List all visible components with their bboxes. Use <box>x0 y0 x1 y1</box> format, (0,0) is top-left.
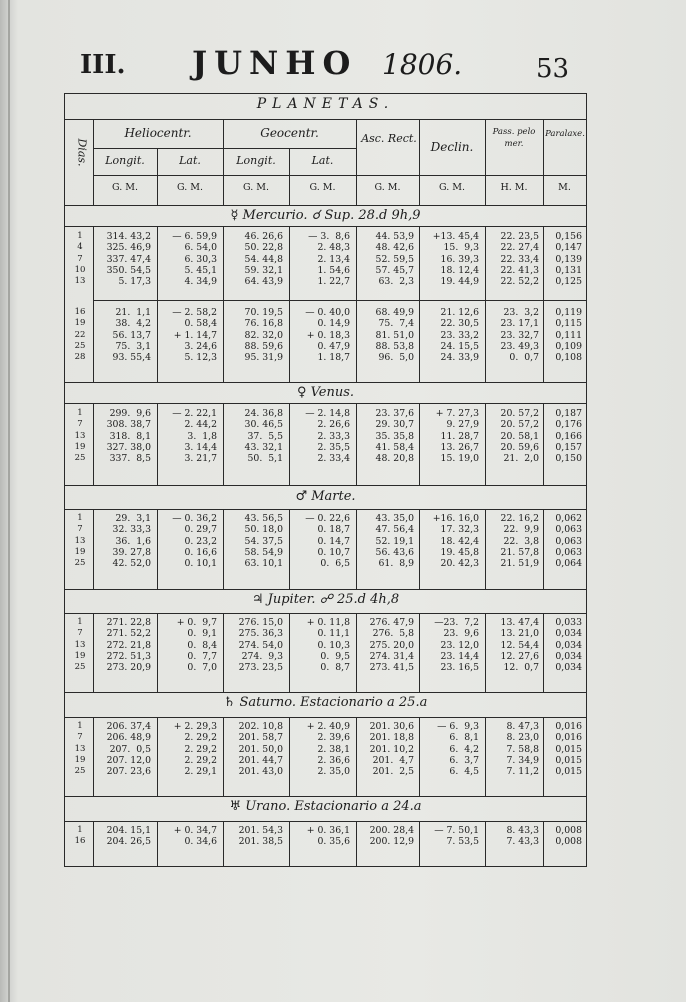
cell-par: 0,062 0,063 0,063 0,063 0,064 <box>555 513 582 570</box>
cell-asc: 276. 47,9 276. 5,8 275. 20,0 274. 31,4 273. 41,5 <box>369 617 414 674</box>
year: 1806. <box>382 48 463 81</box>
cell-hlat: + 0. 9,7 0. 9,1 0. 8,4 0. 7,7 0. 7,0 <box>176 617 217 674</box>
group-helio: Heliocentr. <box>124 126 192 140</box>
cell-hlon: 271. 22,8 271. 52,2 272. 21,8 272. 51,3 273. 20,9 <box>106 617 151 674</box>
cell-par: 0,016 0,016 0,015 0,015 0,015 <box>555 721 582 778</box>
cell-dec: —23. 7,2 23. 9,6 23. 12,0 23. 14,4 23. 16,5 <box>434 617 479 674</box>
cell-glon: 24. 36,8 30. 46,5 37. 5,5 43. 32,1 50. 5,1 <box>244 408 283 465</box>
cell-pass: 22. 23,5 22. 27,4 22. 33,4 22. 41,3 22. 52,2 <box>500 231 539 288</box>
cell-glon: 70. 19,5 76. 16,8 82. 32,0 88. 59,6 95. 31,9 <box>244 307 283 364</box>
cell-glat: — 3. 8,6 2. 48,3 2. 13,4 1. 54,6 1. 22,7 <box>308 231 350 288</box>
cell-days: 1 16 <box>74 825 86 847</box>
unit-6: G. M. <box>438 182 466 193</box>
unit-7: H. M. <box>500 182 528 193</box>
cell-days: 1 7 13 19 25 <box>74 721 86 777</box>
cell-pass: 8. 47,3 8. 23,0 7. 58,8 7. 34,9 7. 11,2 <box>506 721 539 778</box>
cell-asc: 44. 53,9 48. 42,6 52. 59,5 57. 45,7 63. 2,3 <box>375 231 414 288</box>
cell-glon: 202. 10,8 201. 58,7 201. 50,0 201. 44,7 201. 43,0 <box>238 721 283 778</box>
unit-1: G. M. <box>111 182 139 193</box>
cell-dec: + 7. 27,3 9. 27,9 11. 28,7 13. 26,7 15. 19,0 <box>435 408 479 465</box>
band-marte: ♂ Marte. <box>295 489 356 504</box>
month-title: JUNHO <box>192 44 358 82</box>
band-urano: ♅ Urano. Estacionario a 24.a <box>229 799 422 814</box>
cell-pass: 22. 16,2 22. 9,9 22. 3,8 21. 57,8 21. 51,9 <box>500 513 539 570</box>
cell-pass: 20. 57,2 20. 57,2 20. 58,1 20. 59,6 21. 2,0 <box>500 408 539 465</box>
cell-hlat: — 2. 58,2 0. 58,4 + 1. 14,7 3. 24,6 5. 12,3 <box>172 307 217 364</box>
cell-hlat: — 0. 36,2 0. 29,7 0. 23,2 0. 16,6 0. 10,1 <box>172 513 217 570</box>
col-asc-rect: Asc. Rect. <box>361 132 417 145</box>
cell-dec: — 7. 50,1 7. 53,5 <box>434 825 479 848</box>
cell-hlon: 204. 15,1 204. 26,5 <box>106 825 151 848</box>
group-geo: Geocentr. <box>260 126 319 140</box>
cell-par: 0,187 0,176 0,166 0,157 0,150 <box>555 408 582 465</box>
band-venus: ♀ Venus. <box>296 385 355 400</box>
cell-glon: 43. 56,5 50. 18,0 54. 37,5 58. 54,9 63. 10,1 <box>244 513 283 570</box>
cell-glat: — 0. 40,0 0. 14,9 + 0. 18,3 0. 47,9 1. 18,7 <box>305 307 350 364</box>
cell-hlon: 29. 3,1 32. 33,3 36. 1,6 39. 27,8 42. 52,0 <box>112 513 151 570</box>
cell-days: 1 4 7 10 13 <box>74 231 86 287</box>
cell-par: 0,033 0,034 0,034 0,034 0,034 <box>555 617 582 674</box>
cell-hlon: 21. 1,1 38. 4,2 56. 13,7 75. 3,1 93. 55,4 <box>112 307 151 364</box>
cell-glon: 276. 15,0 275. 36,3 274. 54,0 274. 9,3 273. 23,5 <box>238 617 283 674</box>
cell-hlat: — 2. 22,1 2. 44,2 3. 1,8 3. 14,4 3. 21,7 <box>172 408 217 465</box>
col-dias: Dias. <box>75 138 89 167</box>
cell-asc: 23. 37,6 29. 30,7 35. 35,8 41. 58,4 48. 20,8 <box>375 408 414 465</box>
cell-asc: 43. 35,0 47. 56,4 52. 19,1 56. 43,6 61. 8,9 <box>375 513 414 570</box>
cell-pass: 13. 47,4 13. 21,0 12. 54,4 12. 27,6 12. 0,7 <box>500 617 539 674</box>
cell-days: 16 19 22 25 28 <box>74 307 86 363</box>
col-declin: Declin. <box>430 140 474 154</box>
table-title: PLANETAS. <box>256 96 395 112</box>
cell-pass: 8. 43,3 7. 43,3 <box>506 825 539 848</box>
cell-glon: 46. 26,6 50. 22,8 54. 44,8 59. 32,1 64. 43,9 <box>244 231 283 288</box>
unit-5: G. M. <box>374 182 401 193</box>
cell-glat: + 0. 36,1 0. 35,6 <box>306 825 350 848</box>
cell-dec: 21. 12,6 22. 30,5 23. 33,2 24. 15,5 24. 33,9 <box>440 307 479 364</box>
unit-2: G. M. <box>176 182 204 193</box>
col-geo-longit: Longit. <box>236 154 276 167</box>
unit-4: G. M. <box>309 182 336 193</box>
cell-par: 0,119 0,115 0,111 0,109 0,108 <box>555 307 582 364</box>
band-saturno: ♄ Saturno. Estacionario a 25.a <box>223 695 428 710</box>
cell-asc: 201. 30,6 201. 18,8 201. 10,2 201. 4,7 201. 2,5 <box>369 721 414 778</box>
cell-dec: — 6. 9,3 6. 8,1 6. 4,2 6. 3,7 6. 4,5 <box>437 721 479 778</box>
unit-8: M. <box>558 182 571 193</box>
cell-asc: 68. 49,9 75. 7,4 81. 51,0 88. 53,8 96. 5,0 <box>375 307 414 364</box>
unit-3: G. M. <box>242 182 270 193</box>
cell-pass: 23. 3,2 23. 17,1 23. 32,7 23. 49,3 0. 0,7 <box>500 307 539 364</box>
cell-hlon: 299. 9,6 308. 38,7 318. 8,1 327. 38,0 337. 8,5 <box>106 408 151 465</box>
cell-days: 1 7 13 19 25 <box>74 513 86 569</box>
section-number: III. <box>80 50 126 80</box>
cell-days: 1 7 13 19 25 <box>74 408 86 464</box>
cell-glon: 201. 54,3 201. 38,5 <box>238 825 283 848</box>
col-geo-lat: Lat. <box>311 154 334 167</box>
col-helio-longit: Longit. <box>105 154 145 167</box>
cell-hlon: 314. 43,2 325. 46,9 337. 47,4 350. 54,5 5. 17,3 <box>106 231 151 288</box>
col-paralaxe: Paralaxe. <box>545 129 585 139</box>
cell-par: 0,008 0,008 <box>555 825 582 848</box>
cell-asc: 200. 28,4 200. 12,9 <box>369 825 414 848</box>
band-jupiter: ♃ Jupiter. ☍ 25.d 4h,8 <box>251 592 400 607</box>
cell-hlat: — 6. 59,9 6. 54,0 6. 30,3 5. 45,1 4. 34,9 <box>172 231 217 288</box>
page-binding-edge <box>8 0 10 1002</box>
cell-hlon: 206. 37,4 206. 48,9 207. 0,5 207. 12,0 207. 23,6 <box>106 721 151 778</box>
cell-glat: + 0. 11,8 0. 11,1 0. 10,3 0. 9,5 0. 8,7 <box>306 617 350 674</box>
cell-days: 1 7 13 19 25 <box>74 617 86 673</box>
cell-glat: + 2. 40,9 2. 39,6 2. 38,1 2. 36,6 2. 35,0 <box>306 721 350 778</box>
cell-dec: +13. 45,4 15. 9,3 16. 39,3 18. 12,4 19. 44,9 <box>432 231 479 288</box>
col-helio-lat: Lat. <box>179 154 201 167</box>
band-mercurio: ☿ Mercurio. ☌ Sup. 28.d 9h,9 <box>230 208 421 223</box>
col-pass-mer: Pass. pelo mer. <box>492 127 536 149</box>
cell-hlat: + 2. 29,3 2. 29,2 2. 29,2 2. 29,2 2. 29,1 <box>173 721 217 778</box>
planet-table <box>64 93 587 867</box>
cell-dec: +16. 16,0 17. 32,3 18. 42,4 19. 45,8 20. 42,3 <box>432 513 479 570</box>
page-number: 53 <box>536 54 570 84</box>
cell-hlat: + 0. 34,7 0. 34,6 <box>173 825 217 848</box>
cell-par: 0,156 0,147 0,139 0,131 0,125 <box>555 231 582 288</box>
cell-glat: — 2. 14,8 2. 26,6 2. 33,3 2. 35,5 2. 33,4 <box>305 408 350 465</box>
cell-glat: — 0. 22,6 0. 18,7 0. 14,7 0. 10,7 0. 6,5 <box>305 513 350 570</box>
